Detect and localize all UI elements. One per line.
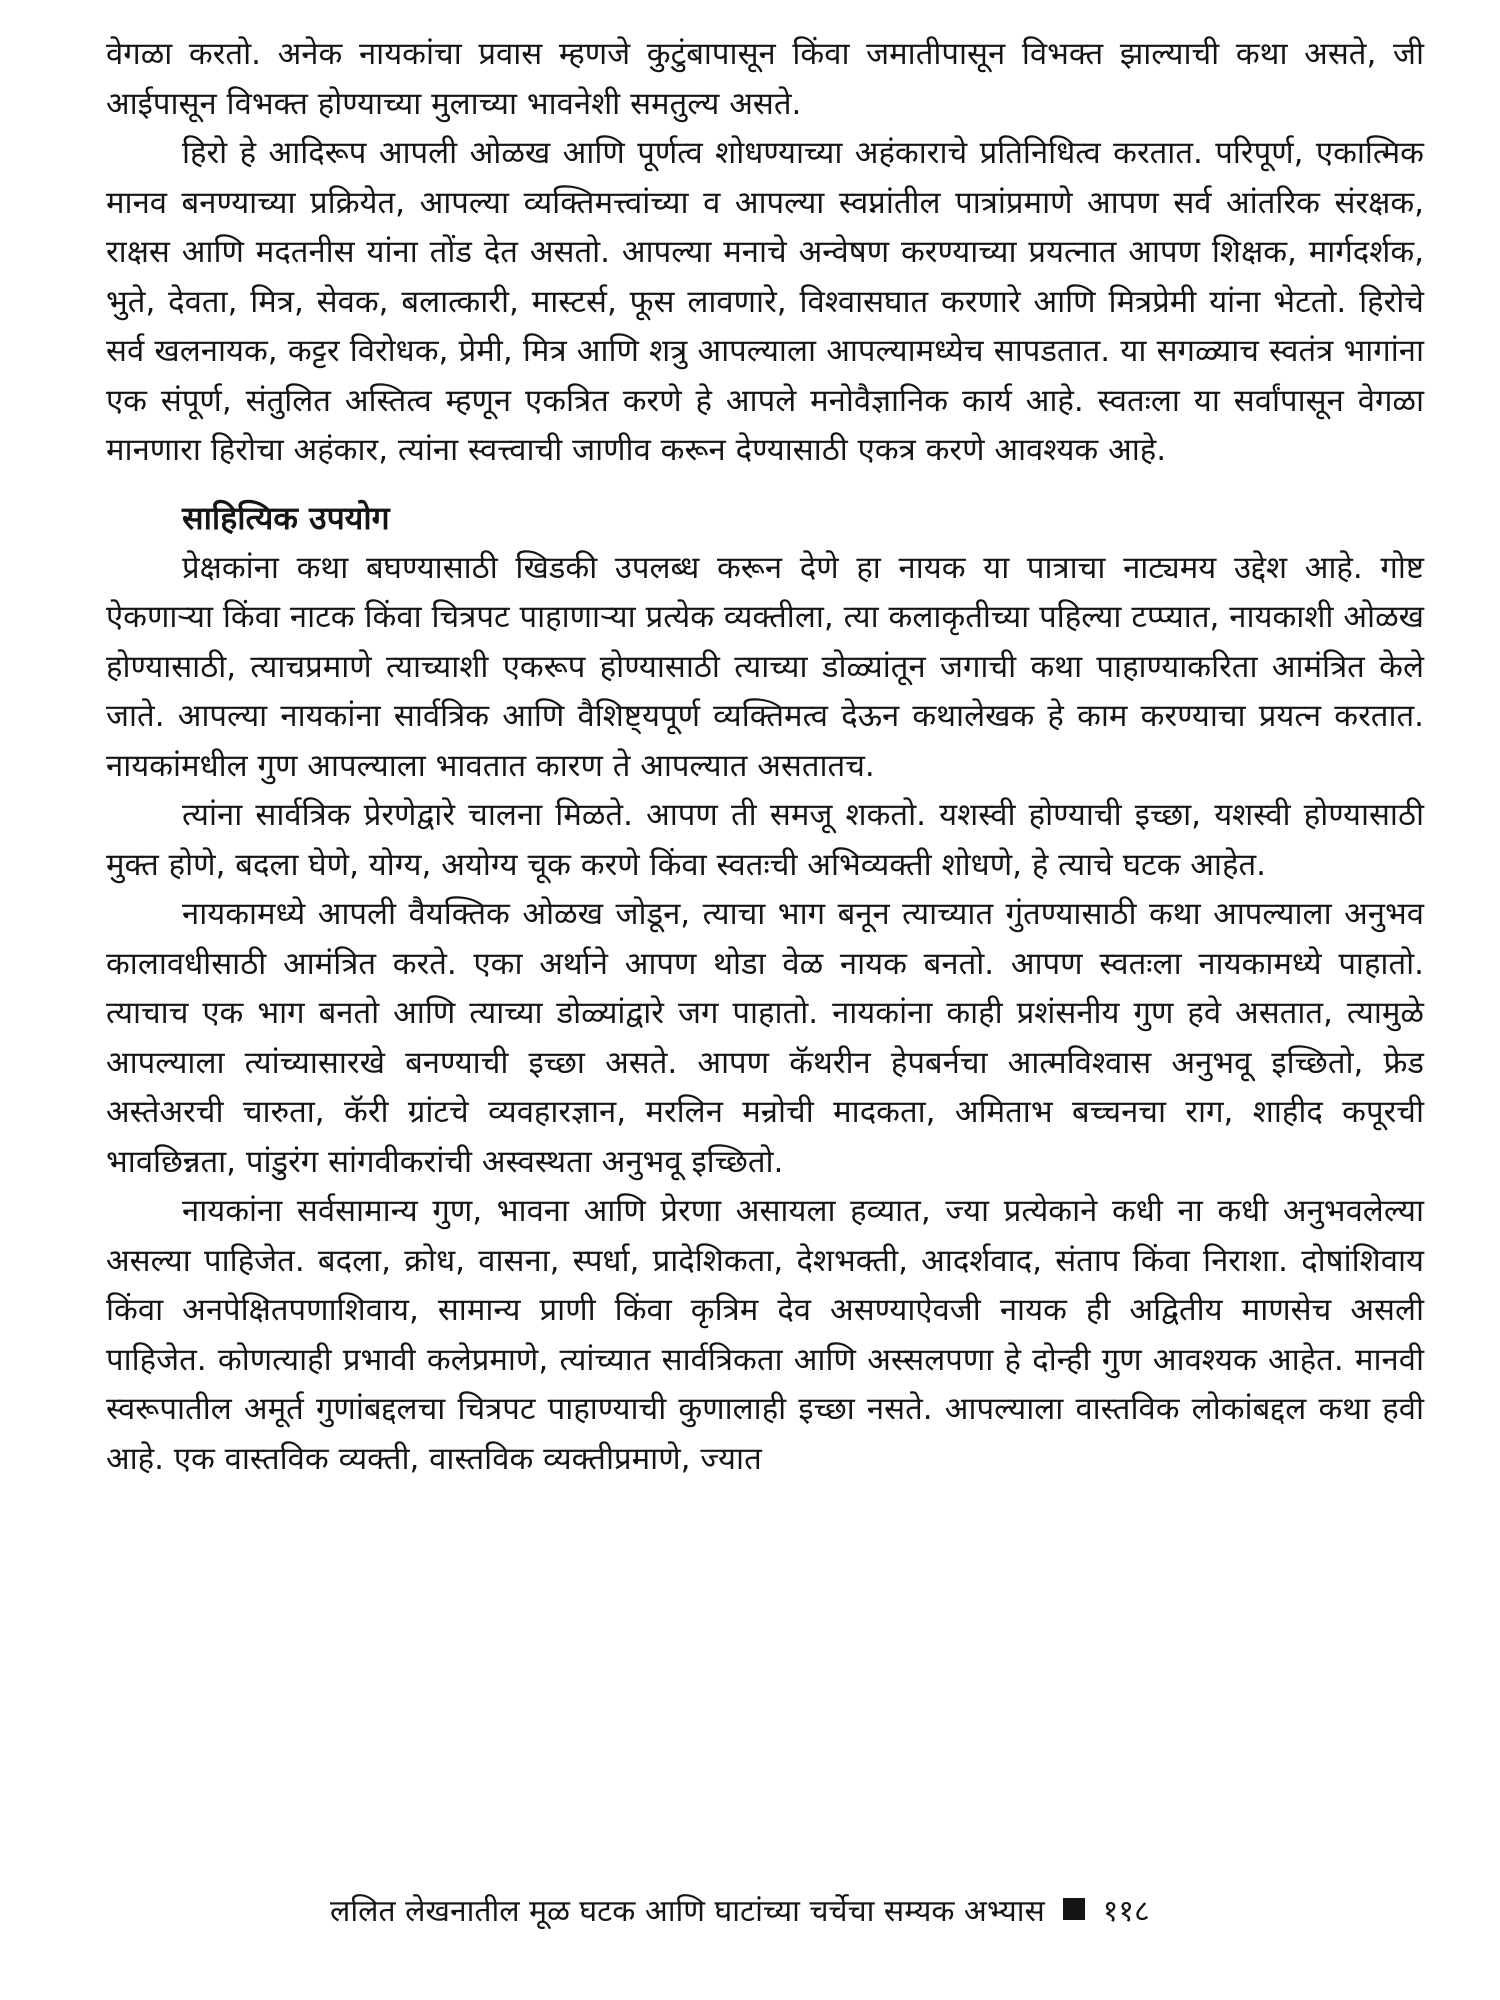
footer-title: ललित लेखनातील मूळ घटक आणि घाटांच्या चर्चेचा सम्यक अभ्यास [330, 1894, 1045, 1929]
paragraph-common-qualities: नायकांना सर्वसामान्य गुण, भावना आणि प्रेरणा असायला हव्यात, ज्या प्रत्येकाने कधी ना कधी अनुभवलेल्या असल्या पाहिजेत. बदला, क्रोध, वासना, स्पर्धा, प्रादेशिकता, देशभक्ती, आदर्शवाद, संताप किंवा निराशा. दोषांशिवाय किंवा अनपेक्षितपणाशिवाय, सामान्य प्राणी किंवा कृत्रिम देव असण्याऐवजी नायक ही अद्वितीय माणसेच असली पाहिजेत. कोणत्याही प्रभावी कलेप्रमाणे, त्यांच्यात सार्वत्रिकता आणि अस्सलपणा हे दोन्ही गुण आवश्यक आहेत. मानवी स्वरूपातील अमूर्त गुणांबद्दलचा चित्रपट पाहाण्याची कुणालाही इच्छा नसते. आपल्याला वास्तविक लोकांबद्दल कथा हवी आहे. एक वास्तविक व्यक्ती, वास्तविक व्यक्तीप्रमाणे, ज्यात [106, 1193, 1424, 1477]
paragraph-dramatic-purpose: प्रेक्षकांना कथा बघण्यासाठी खिडकी उपलब्ध करून देणे हा नायक या पात्राचा नाट्यमय उद्देश आहे. गोष्ट ऐकणाऱ्या किंवा नाटक किंवा चित्रपट पाहाणाऱ्या प्रत्येक व्यक्तीला, त्या कलाकृतीच्या पहिल्या टप्प्यात, नायकाशी ओळख होण्यासाठी, त्याचप्रमाणे त्याच्याशी एकरूप होण्यासाठी त्याच्या डोळ्यांतून जगाची कथा पाहाण्याकरिता आमंत्रित केले जाते. आपल्या नायकांना सार्वत्रिक आणि वैशिष्ट्यपूर्ण व्यक्तिमत्व देऊन कथालेखक हे काम करण्याचा प्रयत्न करतात. नायकांमधील गुण आपल्याला भावतात कारण ते आपल्यात असतातच. [106, 549, 1424, 784]
paragraph-identification: नायकामध्ये आपली वैयक्तिक ओळख जोडून, त्याचा भाग बनून त्याच्यात गुंतण्यासाठी कथा आपल्याला अनुभव कालावधीसाठी आमंत्रित करते. एका अर्थाने आपण थोडा वेळ नायक बनतो. आपण स्वतःला नायकामध्ये पाहातो. त्याचाच एक भाग बनतो आणि त्याच्या डोळ्यांद्वारे जग पाहातो. नायकांना काही प्रशंसनीय गुण हवे असतात, त्यामुळे आपल्याला त्यांच्यासारखे बनण्याची इच्छा असते. आपण कॅथरीन हेपबर्नचा आत्मविश्वास अनुभवू इच्छितो, फ्रेड अस्तेअरची चारुता, कॅरी ग्रांटचे व्यवहारज्ञान, मरलिन मन्रोची मादकता, अमिताभ बच्चनचा राग, शाहीद कपूरची भावछिन्नता, पांडुरंग सांगवीकरांची अस्वस्थता अनुभवू इच्छितो. [106, 896, 1424, 1180]
page-footer [330, 1892, 1370, 1932]
section-heading: साहित्यिक उपयोग [182, 498, 390, 537]
paragraph-hero-archetype: हिरो हे आदिरूप आपली ओळख आणि पूर्णत्व शोधण्याच्या अहंकाराचे प्रतिनिधित्व करतात. परिपूर्ण, एकात्मिक मानव बनण्याच्या प्रक्रियेत, आपल्या व्यक्तिमत्त्वांच्या व आपल्या स्वप्नांतील पात्रांप्रमाणे आपण सर्व आंतरिक संरक्षक, राक्षस आणि मदतनीस यांना तोंड देत असतो. आपल्या मनाचे अन्वेषण करण्याच्या प्रयत्नात आपण शिक्षक, मार्गदर्शक, भुते, देवता, मित्र, सेवक, बलात्कारी, मास्टर्स, फूस लावणारे, विश्वासघात करणारे आणि मित्रप्रेमी यांना भेटतो. हिरोचे सर्व खलनायक, कट्टर विरोधक, प्रेमी, मित्र आणि शत्रु आपल्याला आपल्यामध्येच सापडतात. या सगळ्याच स्वतंत्र भागांना एक संपूर्ण, संतुलित अस्तित्व म्हणून एकत्रित करणे हे आपले मनोवैज्ञानिक कार्य आहे. स्वतःला या सर्वांपासून वेगळा मानणारा हिरोचा अहंकार, त्यांना स्वत्त्वाची जाणीव करून देण्यासाठी एकत्र करणे आवश्यक आहे. [106, 135, 1424, 468]
page-number: ११८ [1102, 1894, 1150, 1929]
page-body [106, 30, 1424, 1484]
square-separator-icon [1063, 1898, 1085, 1920]
paragraph-universal-motivation: त्यांना सार्वत्रिक प्रेरणेद्वारे चालना मिळते. आपण ती समजू शकतो. यशस्वी होण्याची इच्छा, यशस्वी होण्यासाठी मुक्त होणे, बदला घेणे, योग्य, अयोग्य चूक करणे किंवा स्वतःची अभिव्यक्ती शोधणे, हे त्याचे घटक आहेत. [106, 797, 1424, 883]
paragraph-continuation: वेगळा करतो. अनेक नायकांचा प्रवास म्हणजे कुटुंबापासून किंवा जमातीपासून विभक्त झाल्याची कथा असते, जी आईपासून विभक्त होण्याच्या मुलाच्या भावनेशी समतुल्य असते. [106, 36, 1424, 122]
